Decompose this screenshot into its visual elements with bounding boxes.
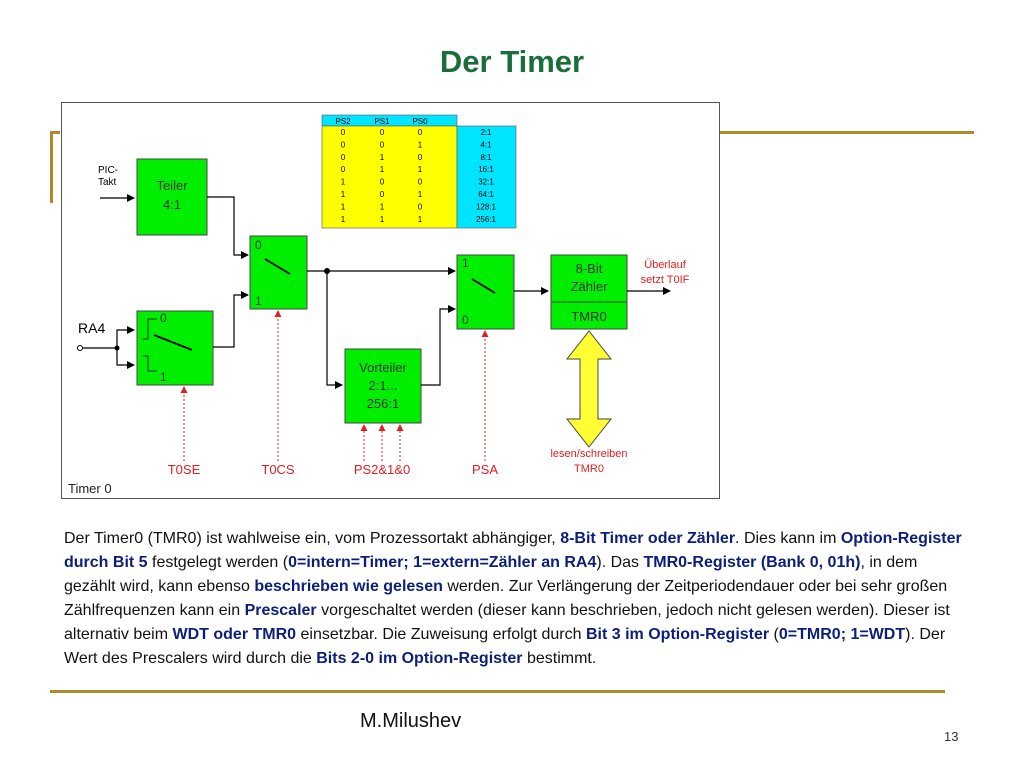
- table-ratio-cell: 32:1: [478, 177, 494, 187]
- rw-label-1: lesen/schreiben: [550, 448, 628, 460]
- table-ratio-cell: 8:1: [480, 152, 492, 162]
- table-bit-cell: 1: [340, 202, 346, 212]
- table-bit-cell: 1: [417, 165, 423, 175]
- table-bit-cell: 0: [417, 128, 423, 137]
- table-bit-cell: 1: [417, 214, 423, 224]
- svg-text:Zähler: Zähler: [570, 279, 608, 294]
- vorteiler-range-2: 256:1: [366, 396, 400, 411]
- table-bit-cell: 0: [340, 140, 346, 150]
- decor-line-bottom: [50, 690, 945, 693]
- table-bit-cell: 0: [417, 177, 423, 187]
- table-bit-cell: 1: [340, 190, 346, 199]
- vorteiler-range-1: 2:1...: [368, 378, 398, 393]
- table-ratio-cell: 16:1: [478, 165, 494, 175]
- table-bit-cell: 0: [379, 140, 385, 150]
- table-header-ps0: PS0: [412, 117, 428, 126]
- table-header-ps1: PS1: [374, 117, 390, 126]
- svg-text:8-Bit: 8-Bit: [575, 261, 603, 276]
- signal-ps: PS2&1&0: [353, 462, 411, 477]
- table-bit-cell: 1: [417, 140, 423, 150]
- timer-diagram: [61, 102, 720, 499]
- table-ratio-cell: 128:1: [475, 202, 497, 212]
- table-bit-cell: 0: [340, 152, 346, 162]
- table-bit-cell: 0: [379, 177, 385, 187]
- teiler-ratio: 4:1: [162, 197, 182, 212]
- author-name: M.Milushev: [360, 710, 462, 732]
- read-write-arrow: [567, 331, 611, 447]
- svg-text:1: 1: [160, 370, 167, 384]
- svg-text:0: 0: [255, 238, 262, 252]
- table-bit-cell: 1: [417, 190, 423, 199]
- page-number: 13: [944, 729, 959, 744]
- svg-text:1: 1: [462, 256, 469, 270]
- overflow-label-1: Überlauf: [644, 259, 686, 271]
- decor-line-top: [718, 131, 974, 134]
- svg-text:TMR0: TMR0: [571, 309, 607, 324]
- table-ratio-cell: 256:1: [475, 214, 497, 224]
- table-bit-cell: 1: [379, 165, 385, 175]
- decor-bracket: [50, 131, 53, 203]
- svg-text:0: 0: [160, 311, 167, 325]
- table-bit-cell: 0: [379, 190, 385, 199]
- table-bit-cell: 1: [379, 214, 385, 224]
- table-bit-cell: 1: [379, 202, 385, 212]
- table-bit-cell: 1: [379, 152, 385, 162]
- slide-title: Der Timer: [439, 44, 585, 79]
- table-bit-cell: 1: [340, 214, 346, 224]
- teiler-label: Teiler: [156, 178, 188, 193]
- prescaler-table: [322, 115, 516, 228]
- svg-text:0: 0: [462, 313, 469, 327]
- table-bit-cell: 0: [340, 128, 346, 137]
- table-bit-cell: 0: [379, 128, 385, 137]
- pic-takt-label-1: PIC-: [98, 165, 118, 176]
- vorteiler-label: Vorteiler: [359, 360, 407, 375]
- ra4-label: RA4: [78, 320, 106, 336]
- table-ratio-cell: 2:1: [480, 128, 492, 137]
- table-bit-cell: 0: [340, 165, 346, 175]
- signal-psa: PSA: [471, 462, 499, 477]
- frame-label: Timer 0: [68, 481, 112, 496]
- table-header-ps2: PS2: [335, 117, 351, 126]
- overflow-label-2: setzt T0IF: [640, 274, 690, 286]
- svg-text:1: 1: [255, 294, 262, 308]
- pic-takt-label-2: Takt: [98, 177, 117, 188]
- rw-label-2: TMR0: [574, 463, 604, 475]
- body-paragraph: Der Timer0 (TMR0) ist wahlweise ein, vom Prozessortakt abhängiger, 8-Bit Timer oder Zähler. Dies kann im Option-Register durch Bit 5 festgelegt werden (0=intern=Timer; 1=extern=Zähler an RA4). Das TMR0-Register (Bank 0, 01h), in dem gezählt wird, kann ebenso beschrieben wie gelesen werden. Zur Verlängerung der Zeitperiodendauer oder bei sehr großen Zählfrequenzen kann ein Prescaler vorgeschaltet werden (dieser kann beschrieben, jedoch nicht gelesen werden). Dieser ist alternativ beim WDT oder TMR0 einsetzbar. Die Zuweisung erfolgt durch Bit 3 im Option-Register (0=TMR0; 1=WDT). Der Wert des Prescalers wird durch die Bits 2-0 im Option-Register bestimmt.: [64, 530, 962, 667]
- table-bit-cell: 0: [417, 152, 423, 162]
- table-bit-cell: 1: [340, 177, 346, 187]
- table-bit-cell: 0: [417, 202, 423, 212]
- table-ratio-cell: 4:1: [480, 140, 492, 150]
- signal-t0cs: T0CS: [261, 462, 295, 477]
- signal-t0se: T0SE: [167, 462, 201, 477]
- table-ratio-cell: 64:1: [478, 190, 494, 199]
